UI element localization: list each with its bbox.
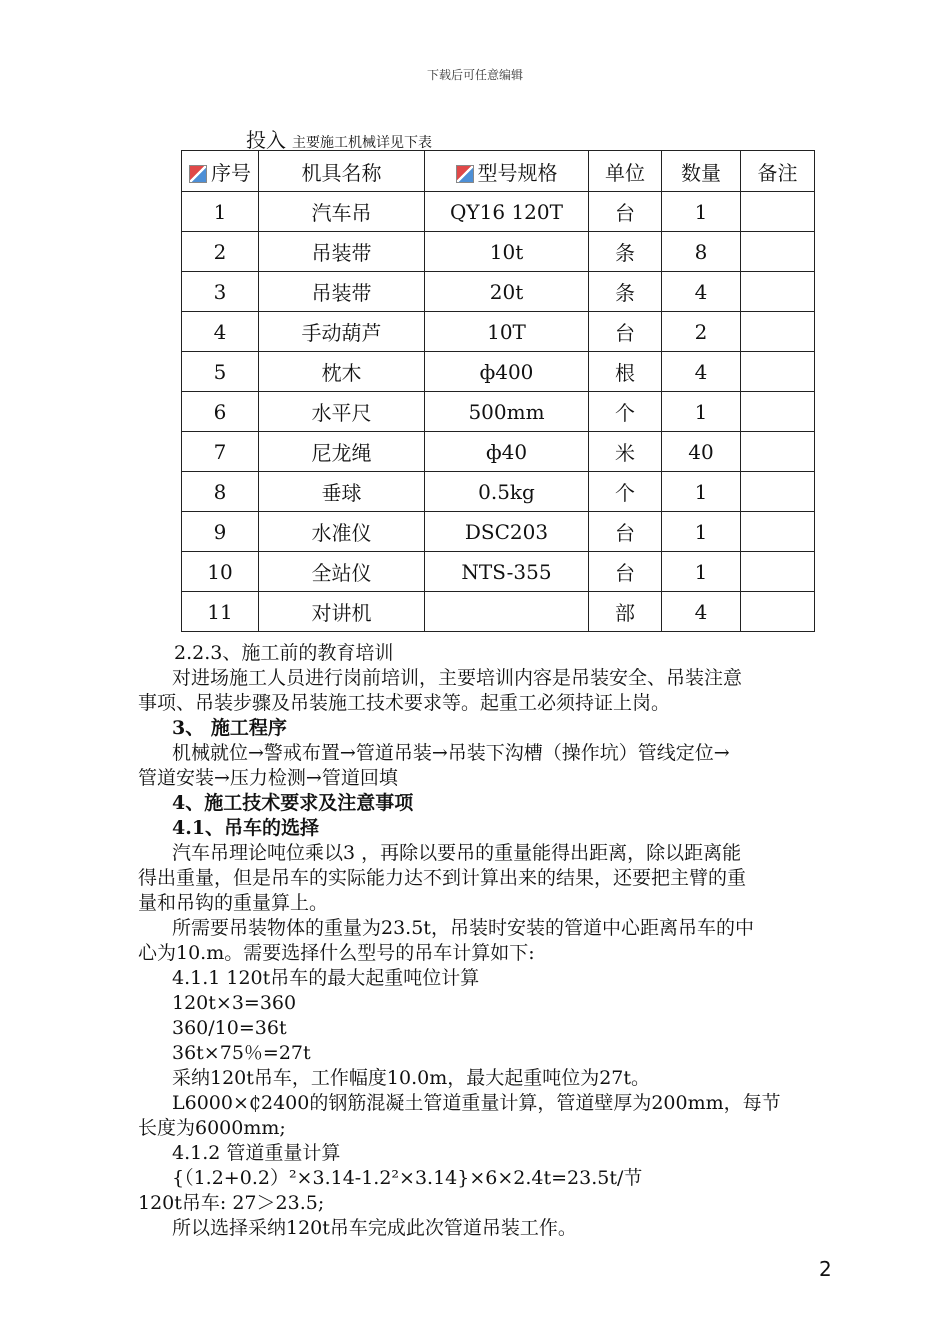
col-header-qty: 数量	[662, 151, 741, 192]
paragraph-line: 36t×75％=27t	[172, 1042, 311, 1064]
table-row	[182, 352, 815, 392]
body-text	[138, 641, 858, 1241]
col-header-note: 备注	[741, 151, 815, 192]
paragraph-line: 120t×3=360	[172, 992, 297, 1014]
table-row	[182, 552, 815, 592]
cell-name: 水平尺	[259, 392, 425, 432]
cell-note	[741, 472, 815, 512]
cell-unit: 个	[589, 472, 662, 512]
cell-name: 枕木	[259, 352, 425, 392]
cell-model: ф400	[425, 352, 589, 392]
cell-model: 10t	[425, 232, 589, 272]
cell-note	[741, 432, 815, 472]
table-row	[182, 512, 815, 552]
table-row	[182, 312, 815, 352]
cell-model: 500mm	[425, 392, 589, 432]
cell-unit: 台	[589, 512, 662, 552]
paragraph-line: L6000×₵2400的钢筋混凝土管道重量计算，管道壁厚为200mm，每节	[172, 1092, 781, 1114]
cell-name: 吊装带	[259, 232, 425, 272]
table-row	[182, 272, 815, 312]
header-note: 下载后可任意编辑	[426, 68, 523, 82]
paragraph-line: 机械就位→警戒布置→管道吊装→吊装下沟槽（操作坑）管线定位→	[172, 742, 730, 764]
table-body	[182, 192, 815, 632]
cell-unit: 条	[589, 272, 662, 312]
cell-qty: 2	[662, 312, 741, 352]
cell-qty: 40	[662, 432, 741, 472]
paragraph-line: 事项、吊装步骤及吊装施工技术要求等。起重工必须持证上岗。	[138, 692, 671, 714]
cell-qty: 1	[662, 392, 741, 432]
section-heading: 4.1、吊车的选择	[172, 817, 320, 839]
cell-note	[741, 192, 815, 232]
cell-index: 6	[182, 392, 259, 432]
table-header-row	[182, 151, 815, 192]
cell-index: 11	[182, 592, 259, 632]
paragraph-line: 长度为6000mm;	[138, 1117, 286, 1139]
cell-model: DSC203	[425, 512, 589, 552]
section-heading: 3、 施工程序	[172, 717, 287, 739]
paragraph-line: 120t吊车: 27＞23.5;	[138, 1192, 325, 1214]
cell-model: QY16 120T	[425, 192, 589, 232]
cell-model: ф40	[425, 432, 589, 472]
cell-model: NTS-355	[425, 552, 589, 592]
cell-unit: 台	[589, 192, 662, 232]
paragraph-line: 汽车吊理论吨位乘以3 ，再除以要吊的重量能得出距离，除以距离能	[172, 842, 742, 864]
cell-note	[741, 512, 815, 552]
paragraph-line: 4.1.2 管道重量计算	[172, 1142, 341, 1164]
cell-name: 全站仪	[259, 552, 425, 592]
cell-model: 10T	[425, 312, 589, 352]
cell-unit: 个	[589, 392, 662, 432]
cell-qty: 1	[662, 472, 741, 512]
cell-note	[741, 232, 815, 272]
table-row	[182, 192, 815, 232]
cell-index: 2	[182, 232, 259, 272]
page-number: 2	[819, 1257, 832, 1281]
paragraph-line: {（1.2+0.2）²×3.14-1.2²×3.14}×6×2.4t=23.5t/节	[172, 1167, 643, 1189]
cell-note	[741, 592, 815, 632]
cell-index: 1	[182, 192, 259, 232]
cell-note	[741, 352, 815, 392]
cell-name: 尼龙绳	[259, 432, 425, 472]
cell-note	[741, 392, 815, 432]
cell-name: 吊装带	[259, 272, 425, 312]
cell-unit: 条	[589, 232, 662, 272]
cell-model	[425, 592, 589, 632]
broken-image-icon	[189, 165, 207, 183]
col-header-model: 型号规格	[425, 151, 589, 192]
cell-name: 对讲机	[259, 592, 425, 632]
cell-model: 0.5kg	[425, 472, 589, 512]
cell-index: 7	[182, 432, 259, 472]
cell-index: 3	[182, 272, 259, 312]
cell-qty: 4	[662, 352, 741, 392]
caption-lead: 投入	[246, 128, 286, 152]
cell-note	[741, 312, 815, 352]
cell-unit: 台	[589, 552, 662, 592]
cell-qty: 4	[662, 272, 741, 312]
table-row	[182, 432, 815, 472]
cell-note	[741, 552, 815, 592]
cell-index: 10	[182, 552, 259, 592]
cell-index: 5	[182, 352, 259, 392]
paragraph-line: 采纳120t吊车，工作幅度10.0m，最大起重吨位为27t。	[172, 1067, 651, 1089]
cell-qty: 1	[662, 552, 741, 592]
equipment-table	[181, 150, 815, 632]
table-row	[182, 392, 815, 432]
paragraph-line: 心为10.m。需要选择什么型号的吊车计算如下:	[138, 942, 535, 964]
paragraph-line: 2.2.3、施工前的教育培训	[174, 642, 394, 664]
col-header-index: 序号	[182, 151, 259, 192]
cell-unit: 根	[589, 352, 662, 392]
cell-unit: 部	[589, 592, 662, 632]
table-row	[182, 232, 815, 272]
table-caption	[246, 124, 432, 153]
cell-model: 20t	[425, 272, 589, 312]
cell-note	[741, 272, 815, 312]
table-row	[182, 592, 815, 632]
paragraph-line: 所需要吊装物体的重量为23.5t，吊装时安装的管道中心距离吊车的中	[172, 917, 754, 939]
cell-qty: 1	[662, 192, 741, 232]
broken-image-icon	[456, 165, 474, 183]
paragraph-line: 管道安装→压力检测→管道回填	[138, 767, 398, 789]
paragraph-line: 量和吊钩的重量算上。	[138, 892, 329, 914]
cell-name: 汽车吊	[259, 192, 425, 232]
cell-qty: 1	[662, 512, 741, 552]
paragraph-line: 360/10=36t	[172, 1017, 287, 1039]
paragraph-line: 所以选择采纳120t吊车完成此次管道吊装工作。	[172, 1217, 577, 1239]
paragraph-line: 得出重量，但是吊车的实际能力达不到计算出来的结果，还要把主臂的重	[138, 867, 747, 889]
table-row	[182, 472, 815, 512]
cell-qty: 8	[662, 232, 741, 272]
cell-name: 垂球	[259, 472, 425, 512]
caption-text: 主要施工机械详见下表	[292, 135, 432, 151]
section-heading: 4、施工技术要求及注意事项	[172, 792, 414, 814]
cell-index: 9	[182, 512, 259, 552]
cell-index: 8	[182, 472, 259, 512]
cell-name: 水准仪	[259, 512, 425, 552]
cell-unit: 米	[589, 432, 662, 472]
cell-name: 手动葫芦	[259, 312, 425, 352]
cell-unit: 台	[589, 312, 662, 352]
col-header-unit: 单位	[589, 151, 662, 192]
col-header-name: 机具名称	[259, 151, 425, 192]
cell-index: 4	[182, 312, 259, 352]
paragraph-line: 对进场施工人员进行岗前培训，主要培训内容是吊装安全、吊装注意	[172, 667, 743, 689]
cell-qty: 4	[662, 592, 741, 632]
paragraph-line: 4.1.1 120t吊车的最大起重吨位计算	[172, 967, 480, 989]
